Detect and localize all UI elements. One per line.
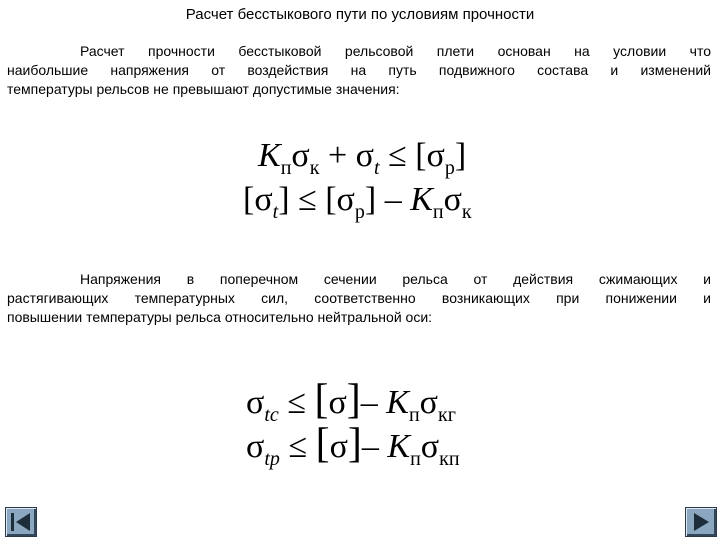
paragraph-line: Напряжения в поперечном сечении рельса от действия сжимающих и [80,271,711,287]
paragraph-line: наибольшие напряжения от воздействия на путь подвижного состава и изменений [7,62,711,78]
paragraph-strength-condition [7,42,711,99]
formula-tension-stress: $\sigma_{tр} \le [\sigma]-$ $K_п\sigma_{кп}$ [246,421,460,470]
first-slide-button[interactable] [5,507,37,537]
paragraph-line: растягивающих температурных сил, соответственно возникающих при понижении и [7,290,711,306]
paragraph-line: температуры рельсов не превышают допустимые значения: [7,81,400,97]
formula-strength-condition: $K_п\sigma_к + \sigma_t \le [\sigma_р]$ [258,137,467,179]
first-slide-icon [9,511,33,533]
paragraph-line: Расчет прочности бесстыковой рельсовой плети основан на условии что [80,43,711,59]
paragraph-section-stress [7,270,711,327]
paragraph-line: повышении температуры рельса относительно нейтральной оси: [7,309,433,325]
formula-temperature-limit: $[\sigma_t] \le [\sigma_р] - K_п\sigma_к$ [243,181,472,223]
slide-title: Расчет бесстыкового пути по условиям прочности [185,6,535,23]
next-slide-button[interactable] [685,507,717,537]
next-slide-icon [689,511,713,533]
formula-compression-stress: $\sigma_{tc} \le [\sigma]-$ $K_п\sigma_{кг}$ [246,377,456,426]
